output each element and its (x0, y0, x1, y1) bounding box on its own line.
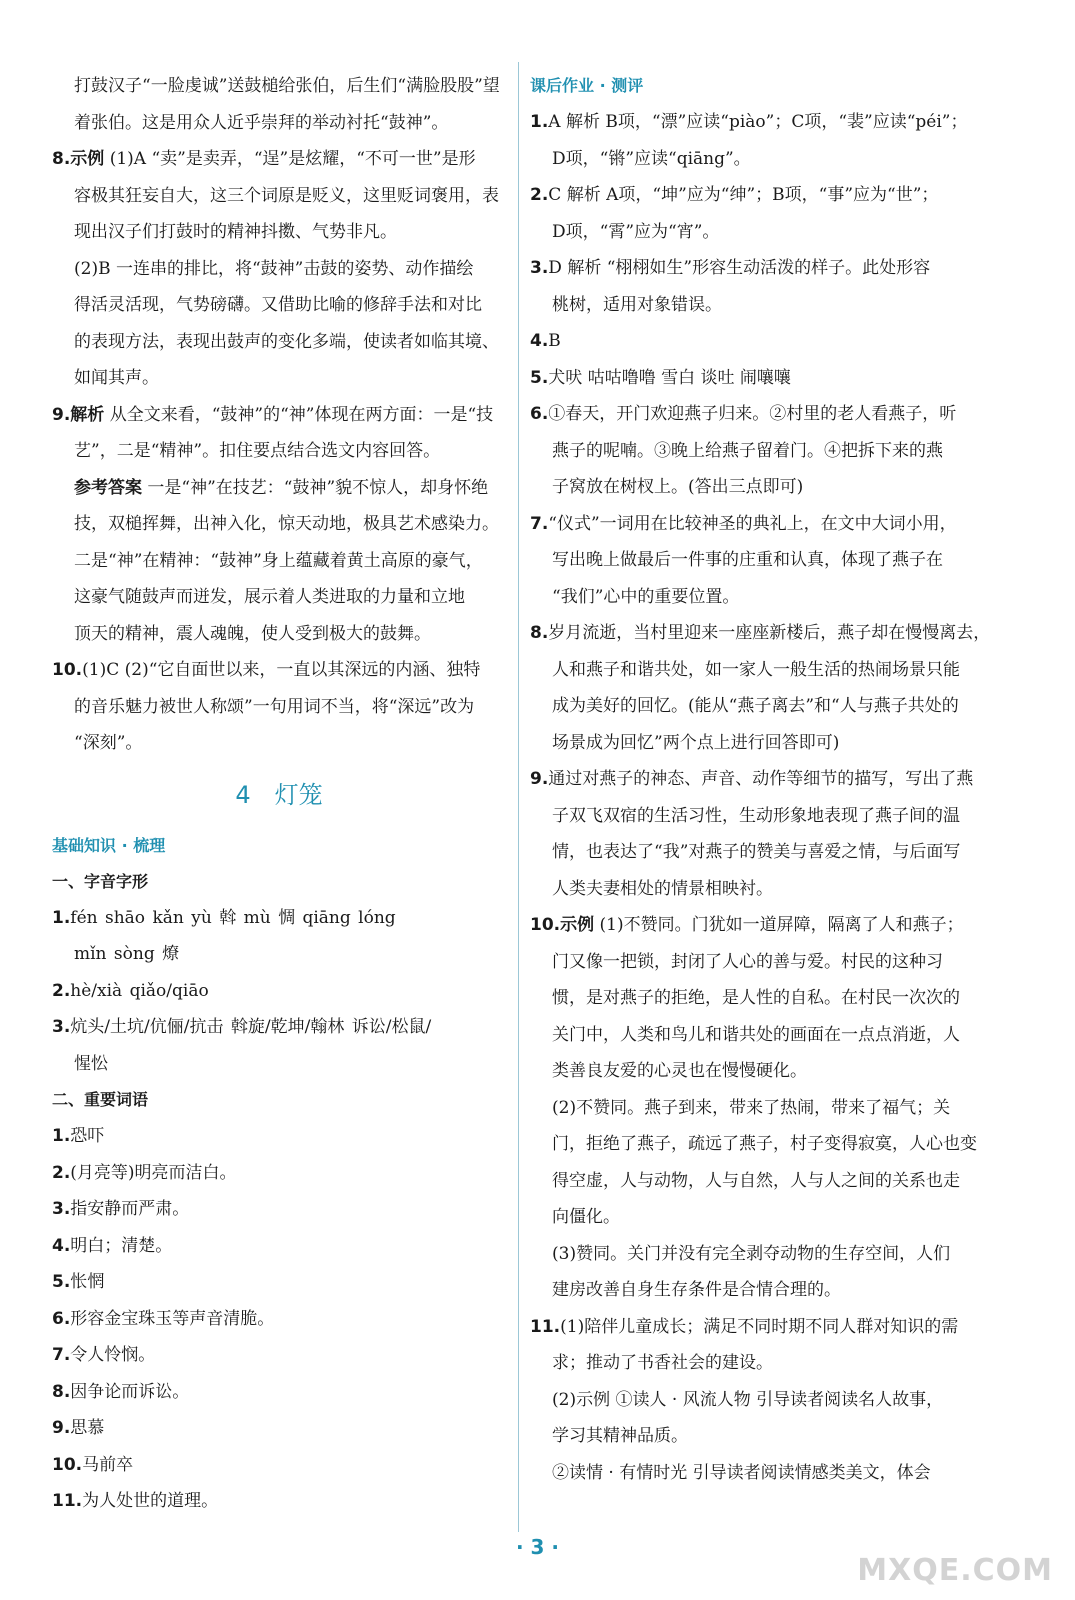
item-text: 怅惘 (70, 1272, 105, 1292)
item-text: hè/xià qiǎo/qiāo (70, 980, 209, 1001)
answer-text: 子窝放在树杈上。(答出三点即可) (552, 477, 804, 497)
answer-line (530, 542, 1000, 579)
answer-line (530, 579, 1000, 616)
list-item (52, 1046, 506, 1083)
answer-text: 建房改善自身生存条件是合情合理的。 (552, 1280, 841, 1300)
answer-line (530, 1345, 1000, 1382)
answer-text: 成为美好的回忆。(能从“燕子离去”和“人与燕子共处的 (552, 696, 959, 716)
answer-text: B (548, 331, 561, 351)
list-item (52, 1301, 506, 1338)
list-item (52, 936, 506, 973)
answer-line (530, 1309, 1000, 1346)
question-number: 2. (530, 185, 549, 205)
answer-text: 如闻其声。 (74, 368, 159, 388)
subsection-heading: 二、重要词语 (52, 1090, 149, 1109)
answer-line (530, 396, 1000, 433)
answer-text: 的表现方法，表现出鼓声的变化多端，使读者如临其境、 (74, 331, 499, 352)
list-item (52, 1447, 506, 1484)
answer-line (52, 324, 506, 361)
answer-line (52, 251, 506, 288)
question-number: 5. (530, 367, 549, 388)
answer-line (52, 689, 506, 726)
left-column (52, 68, 506, 1520)
section-heading: 基础知识 · 梳理 (52, 835, 166, 855)
answer-text: 顶天的精神，震人魂魄，使人受到极大的鼓舞。 (74, 623, 431, 644)
item-number: 2. (52, 980, 71, 1001)
answer-line (530, 615, 1000, 652)
list-item (52, 900, 506, 937)
answer-text: C 解析 A项，“坤”应为“绅”；B项，“事”应为“世”； (548, 185, 939, 205)
list-item (52, 973, 506, 1010)
answer-text: 人和燕子和谐共处，如一家人一般生活的热闹场景只能 (552, 659, 960, 680)
question-number: 3. (530, 258, 549, 278)
list-item (52, 1483, 506, 1520)
answer-line (530, 141, 1000, 178)
item-text: 指安静而严肃。 (70, 1199, 190, 1219)
item-text: 形容金宝珠玉等声音清脆。 (70, 1308, 275, 1329)
answer-line (52, 214, 506, 251)
answer-text: 从全文来看，“鼓神”的“神”体现在两方面：一是“技 (109, 404, 494, 425)
reference-answer-label: 参考答案 (74, 477, 142, 498)
answer-text: A 解析 B项，“漂”应读“piào”；C项，“裴”应读“péi”； (548, 112, 968, 132)
item-number: 4. (52, 1235, 71, 1256)
answer-text: 得空虚，人与动物，人与自然，人与人之间的关系也走 (552, 1170, 960, 1191)
answer-text: 学习其精神品质。 (552, 1426, 688, 1446)
answer-line (530, 1455, 1000, 1492)
answer-line (530, 1418, 1000, 1455)
answer-line (530, 652, 1000, 689)
question-number: 10. (52, 660, 83, 680)
question-number: 6. (530, 404, 549, 424)
answer-text: 关门中，人类和鸟儿和谐共处的画面在一点点消逝，人 (552, 1024, 960, 1045)
text-line: 着张伯。这是用众人近乎崇拜的举动衬托“鼓神”。 (74, 112, 449, 133)
answer-line (530, 1017, 1000, 1054)
answer-line (52, 616, 506, 653)
list-item (52, 1155, 506, 1192)
item-text: 炕头/土坑/伉俪/抗击 斡旋/乾坤/翰林 诉讼/松鼠/ (70, 1017, 432, 1037)
question-number: 9. (52, 404, 71, 425)
question-number: 9. (530, 769, 549, 789)
answer-text: “深刻”。 (74, 733, 143, 753)
answer-text: 人类夫妻相处的情景相映衬。 (552, 878, 773, 899)
answer-text: 门又像一把锁，封闭了人心的善与爱。村民的这种习 (552, 951, 943, 972)
lesson-title (52, 762, 506, 828)
answer-text: 的音乐魅力被世人称颂”一句用词不当，将“深远”改为 (74, 696, 475, 717)
item-number: 3. (52, 1017, 71, 1037)
answer-text: 子双飞双宿的生活习性，生动形象地表现了燕子间的温 (552, 805, 960, 826)
item-number: 6. (52, 1308, 71, 1329)
item-number: 1. (52, 1126, 71, 1146)
answer-line (530, 1126, 1000, 1163)
answer-line (530, 688, 1000, 725)
list-item (52, 1009, 506, 1046)
question-number: 11. (530, 1316, 561, 1337)
answer-text: 艺”，二是“精神”。扣住要点结合选文内容回答。 (74, 441, 441, 461)
answer-text: D项，“锵”应读“qiāng”。 (552, 148, 751, 169)
right-column (530, 68, 1000, 1491)
answer-text: 一是“神”在技艺：“鼓神”貌不惊人，却身怀绝 (147, 477, 489, 498)
answer-text: ①春天，开门欢迎燕子归来。②村里的老人看燕子，听 (548, 404, 957, 424)
answer-line (530, 725, 1000, 762)
answer-text: 情，也表达了“我”对燕子的赞美与喜爱之情，与后面写 (552, 842, 961, 862)
answer-text: ②读情 · 有情时光 引导读者阅读情感类美文，体会 (552, 1462, 931, 1483)
answer-line (530, 323, 1000, 360)
answer-text: 这豪气随鼓声而迸发，展示着人类进取的力量和立地 (74, 587, 465, 607)
answer-text: (1)C (2)“它自面世以来，一直以其深远的内涵、独特 (82, 660, 481, 680)
list-item (52, 1118, 506, 1155)
answer-line (530, 1163, 1000, 1200)
answer-line (530, 1382, 1000, 1419)
column-divider (518, 62, 519, 1532)
answer-text: 通过对燕子的神态、声音、动作等细节的描写，写出了燕 (548, 769, 974, 789)
answer-text: (1)陪伴儿童成长；满足不同时期不同人群对知识的需 (560, 1316, 959, 1337)
answer-text: 桃树，适用对象错误。 (552, 294, 722, 315)
list-item (52, 1228, 506, 1265)
answer-text: (1)不赞同。门犹如一道屏障，隔离了人和燕子； (599, 915, 964, 935)
answer-text: 得活灵活现，气势磅礴。又借助比喻的修辞手法和对比 (74, 295, 482, 315)
item-number: 8. (52, 1381, 71, 1402)
answer-text: “仪式”一词用在比较神圣的典礼上，在文中大词小用， (548, 513, 957, 534)
answer-line (530, 907, 1000, 944)
item-text: 惺忪 (74, 1053, 108, 1074)
section-heading: 课后作业 · 测评 (530, 76, 644, 95)
answer-text: D项，“霄”应为“宵”。 (552, 221, 720, 242)
answer-text: 现出汉子们打鼓时的精神抖擞、气势非凡。 (74, 222, 397, 242)
answer-line (52, 178, 506, 215)
list-item (52, 1191, 506, 1228)
answer-label: 示例 (70, 149, 105, 169)
lesson-number: 4 (235, 780, 251, 809)
answer-text: (3)赞同。关门并没有完全剥夺动物的生存空间，人们 (552, 1243, 951, 1264)
answer-label: 解析 (70, 404, 105, 425)
item-text: 为人处世的道理。 (82, 1491, 219, 1511)
answer-label: 示例 (560, 915, 595, 935)
item-number: 10. (52, 1454, 83, 1475)
question-number: 1. (530, 112, 549, 132)
item-text: fén shāo kǎn yù 斡 mù 惆 qiāng lóng (70, 907, 396, 928)
answer-line (52, 506, 506, 543)
answer-text: 类善良友爱的心灵也在慢慢硬化。 (552, 1061, 807, 1081)
answer-text: 写出晚上做最后一件事的庄重和认真，体现了燕子在 (552, 550, 943, 570)
text-line: 打鼓汉子“一脸虔诚”送鼓槌给张伯，后生们“满脸股股”望 (74, 76, 500, 96)
answer-text: 燕子的呢喃。③晚上给燕子留着门。④把拆下来的燕 (552, 440, 943, 461)
list-item (52, 1410, 506, 1447)
answer-line (530, 944, 1000, 981)
answer-line (530, 433, 1000, 470)
answer-text: 二是“神”在精神：“鼓神”身上蕴藏着黄土高原的豪气， (74, 550, 483, 571)
watermark: MXQE.COM (857, 1553, 1053, 1588)
answer-line (52, 543, 506, 580)
answer-line (530, 469, 1000, 506)
answer-line (530, 1236, 1000, 1273)
answer-line (530, 1199, 1000, 1236)
page-number: · 3 · (515, 1535, 560, 1559)
answer-line (52, 433, 506, 470)
list-item (52, 1374, 506, 1411)
item-text: 因争论而诉讼。 (70, 1381, 190, 1402)
item-number: 7. (52, 1345, 71, 1365)
answer-line (52, 579, 506, 616)
answer-text: 岁月流逝，当村里迎来一座座新楼后，燕子却在慢慢离去， (548, 623, 991, 643)
answer-line (52, 397, 506, 434)
answer-text: 向僵化。 (552, 1207, 620, 1227)
answer-text: 求；推动了书香社会的建设。 (552, 1353, 773, 1373)
list-item (52, 1337, 506, 1374)
answer-line (52, 360, 506, 397)
question-number: 4. (530, 331, 549, 351)
item-number: 5. (52, 1272, 71, 1292)
answer-text: 场景成为回忆”两个点上进行回答即可) (552, 732, 840, 753)
item-number: 11. (52, 1491, 83, 1511)
subsection-heading: 一、字音字形 (52, 871, 149, 891)
item-number: 2. (52, 1162, 71, 1183)
item-text: mǐn sòng 燎 (74, 944, 180, 964)
answer-line (530, 506, 1000, 543)
answer-text: (2)不赞同。燕子到来，带来了热闹，带来了福气；关 (552, 1097, 951, 1118)
item-text: 思慕 (70, 1418, 105, 1438)
answer-line (530, 980, 1000, 1017)
question-number: 8. (52, 149, 71, 169)
answer-line (530, 214, 1000, 251)
item-text: 明白；清楚。 (70, 1235, 173, 1256)
answer-line (530, 360, 1000, 397)
question-number: 8. (530, 623, 549, 643)
answer-text: 技，双槌挥舞，出神入化，惊天动地，极具艺术感染力。 (74, 514, 499, 534)
answer-text: “我们”心中的重要位置。 (552, 586, 740, 607)
question-number: 10. (530, 915, 561, 935)
answer-line (530, 834, 1000, 871)
item-text: 恐吓 (70, 1126, 105, 1146)
question-number: 7. (530, 513, 549, 534)
answer-text: (2)示例 ①读人 · 风流人物 引导读者阅读名人故事， (552, 1389, 944, 1410)
answer-line (530, 287, 1000, 324)
answer-line (52, 470, 506, 507)
answer-line (52, 287, 506, 324)
lesson-name: 灯笼 (274, 780, 323, 809)
answer-line (530, 798, 1000, 835)
answer-line (530, 104, 1000, 141)
answer-line (530, 177, 1000, 214)
answer-line (530, 250, 1000, 287)
answer-line (52, 725, 506, 762)
answer-text: (1)A “卖”是卖弄，“逞”是炫耀，“不可一世”是形 (109, 149, 476, 169)
answer-text: 惯，是对燕子的拒绝，是人性的自私。在村民一次次的 (552, 988, 960, 1008)
answer-line (530, 1053, 1000, 1090)
item-text: 令人怜悯。 (70, 1345, 156, 1365)
item-number: 3. (52, 1199, 71, 1219)
answer-line (52, 141, 506, 178)
item-number: 9. (52, 1418, 71, 1438)
item-text: 马前卒 (82, 1454, 134, 1475)
answer-line (530, 1090, 1000, 1127)
answer-text: 门，拒绝了燕子，疏远了燕子，村子变得寂寞，人心也变 (552, 1134, 977, 1154)
answer-text: 容极其狂妄自大，这三个词原是贬义，这里贬词褒用，表 (74, 185, 499, 206)
answer-line (530, 1272, 1000, 1309)
item-text: (月亮等)明亮而洁白。 (70, 1162, 237, 1183)
list-item (52, 1264, 506, 1301)
answer-text: (2)B 一连串的排比，将“鼓神”击鼓的姿势、动作描绘 (74, 258, 474, 279)
answer-line (52, 652, 506, 689)
answer-line (530, 761, 1000, 798)
answer-text: D 解析 “栩栩如生”形容生动活泼的样子。此处形容 (548, 258, 931, 278)
answer-text: 犬吠 咕咕噜噜 雪白 谈吐 闹嚷嚷 (548, 367, 791, 388)
item-number: 1. (52, 907, 71, 928)
answer-line (530, 871, 1000, 908)
